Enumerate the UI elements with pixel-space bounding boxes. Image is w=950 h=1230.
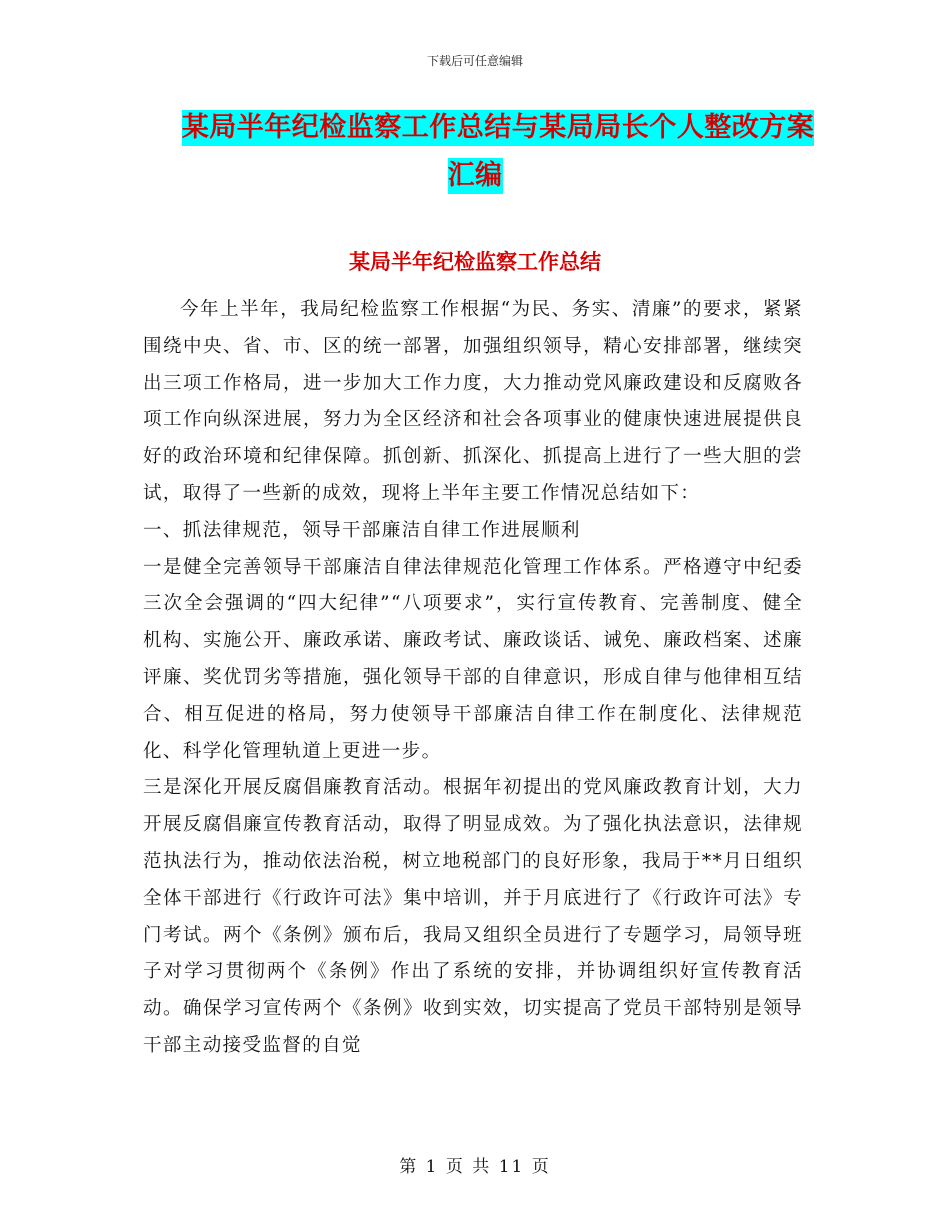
section-title: 某局半年纪检监察工作总结 bbox=[349, 249, 601, 274]
document-title-line1: 某局半年纪检监察工作总结与某局局长个人整改方案 bbox=[182, 110, 815, 146]
body-text bbox=[143, 292, 803, 1065]
paragraph-item-1: 一是健全完善领导干部廉洁自律法律规范化管理工作体系。严格遵守中纪委三次全会强调的“四大纪律”“八项要求”，实行宣传教育、完善制度、健全机构、实施公开、廉政承诺、廉政考试、廉政谈话、诫免、廉政档案、述廉评廉、奖优罚劣等措施，强化领导干部的自律意识，形成自律与他律相互结合、相互促进的格局，努力使领导干部廉洁自律工作在制度化、法律规范化、科学化管理轨道上更进一步。 bbox=[143, 556, 803, 762]
page-header-note: 下载后可任意编辑 bbox=[426, 54, 523, 68]
document-title-line2: 汇编 bbox=[448, 158, 503, 194]
document-title bbox=[0, 110, 950, 194]
page-number: 第 1 页 共 11 页 bbox=[399, 1157, 551, 1177]
paragraph-item-3: 三是深化开展反腐倡廉教育活动。根据年初提出的党风廉政教育计划，大力开展反腐倡廉宣传教育活动，取得了明显成效。为了强化执法意识，法律规范执法行为，推动依法治税，树立地税部门的良好形象，我局于**月日组织全体干部进行《行政许可法》集中培训，并于月底进行了《行政许可法》专门考试。两个《条例》颁布后，我局又组织全员进行了专题学习，局领导班子对学习贯彻两个《条例》作出了系统的安排，并协调组织好宣传教育活动。确保学习宣传两个《条例》收到实效，切实提高了党员干部特别是领导干部主动接受监督的自觉 bbox=[143, 777, 803, 1056]
paragraph-heading-1: 一、抓法律规范，领导干部廉洁自律工作进展顺利 bbox=[143, 519, 581, 541]
paragraph-intro: 今年上半年，我局纪检监察工作根据“为民、务实、清廉”的要求，紧紧围绕中央、省、市、区的统一部署，加强组织领导，精心安排部署，继续突出三项工作格局，进一步加大工作力度，大力推动党风廉政建设和反腐败各项工作向纵深进展，努力为全区经济和社会各项事业的健康快速进展提供良好的政治环境和纪律保障。抓创新、抓深化、抓提高上进行了一些大胆的尝试，取得了一些新的成效，现将上半年主要工作情况总结如下： bbox=[143, 299, 803, 504]
